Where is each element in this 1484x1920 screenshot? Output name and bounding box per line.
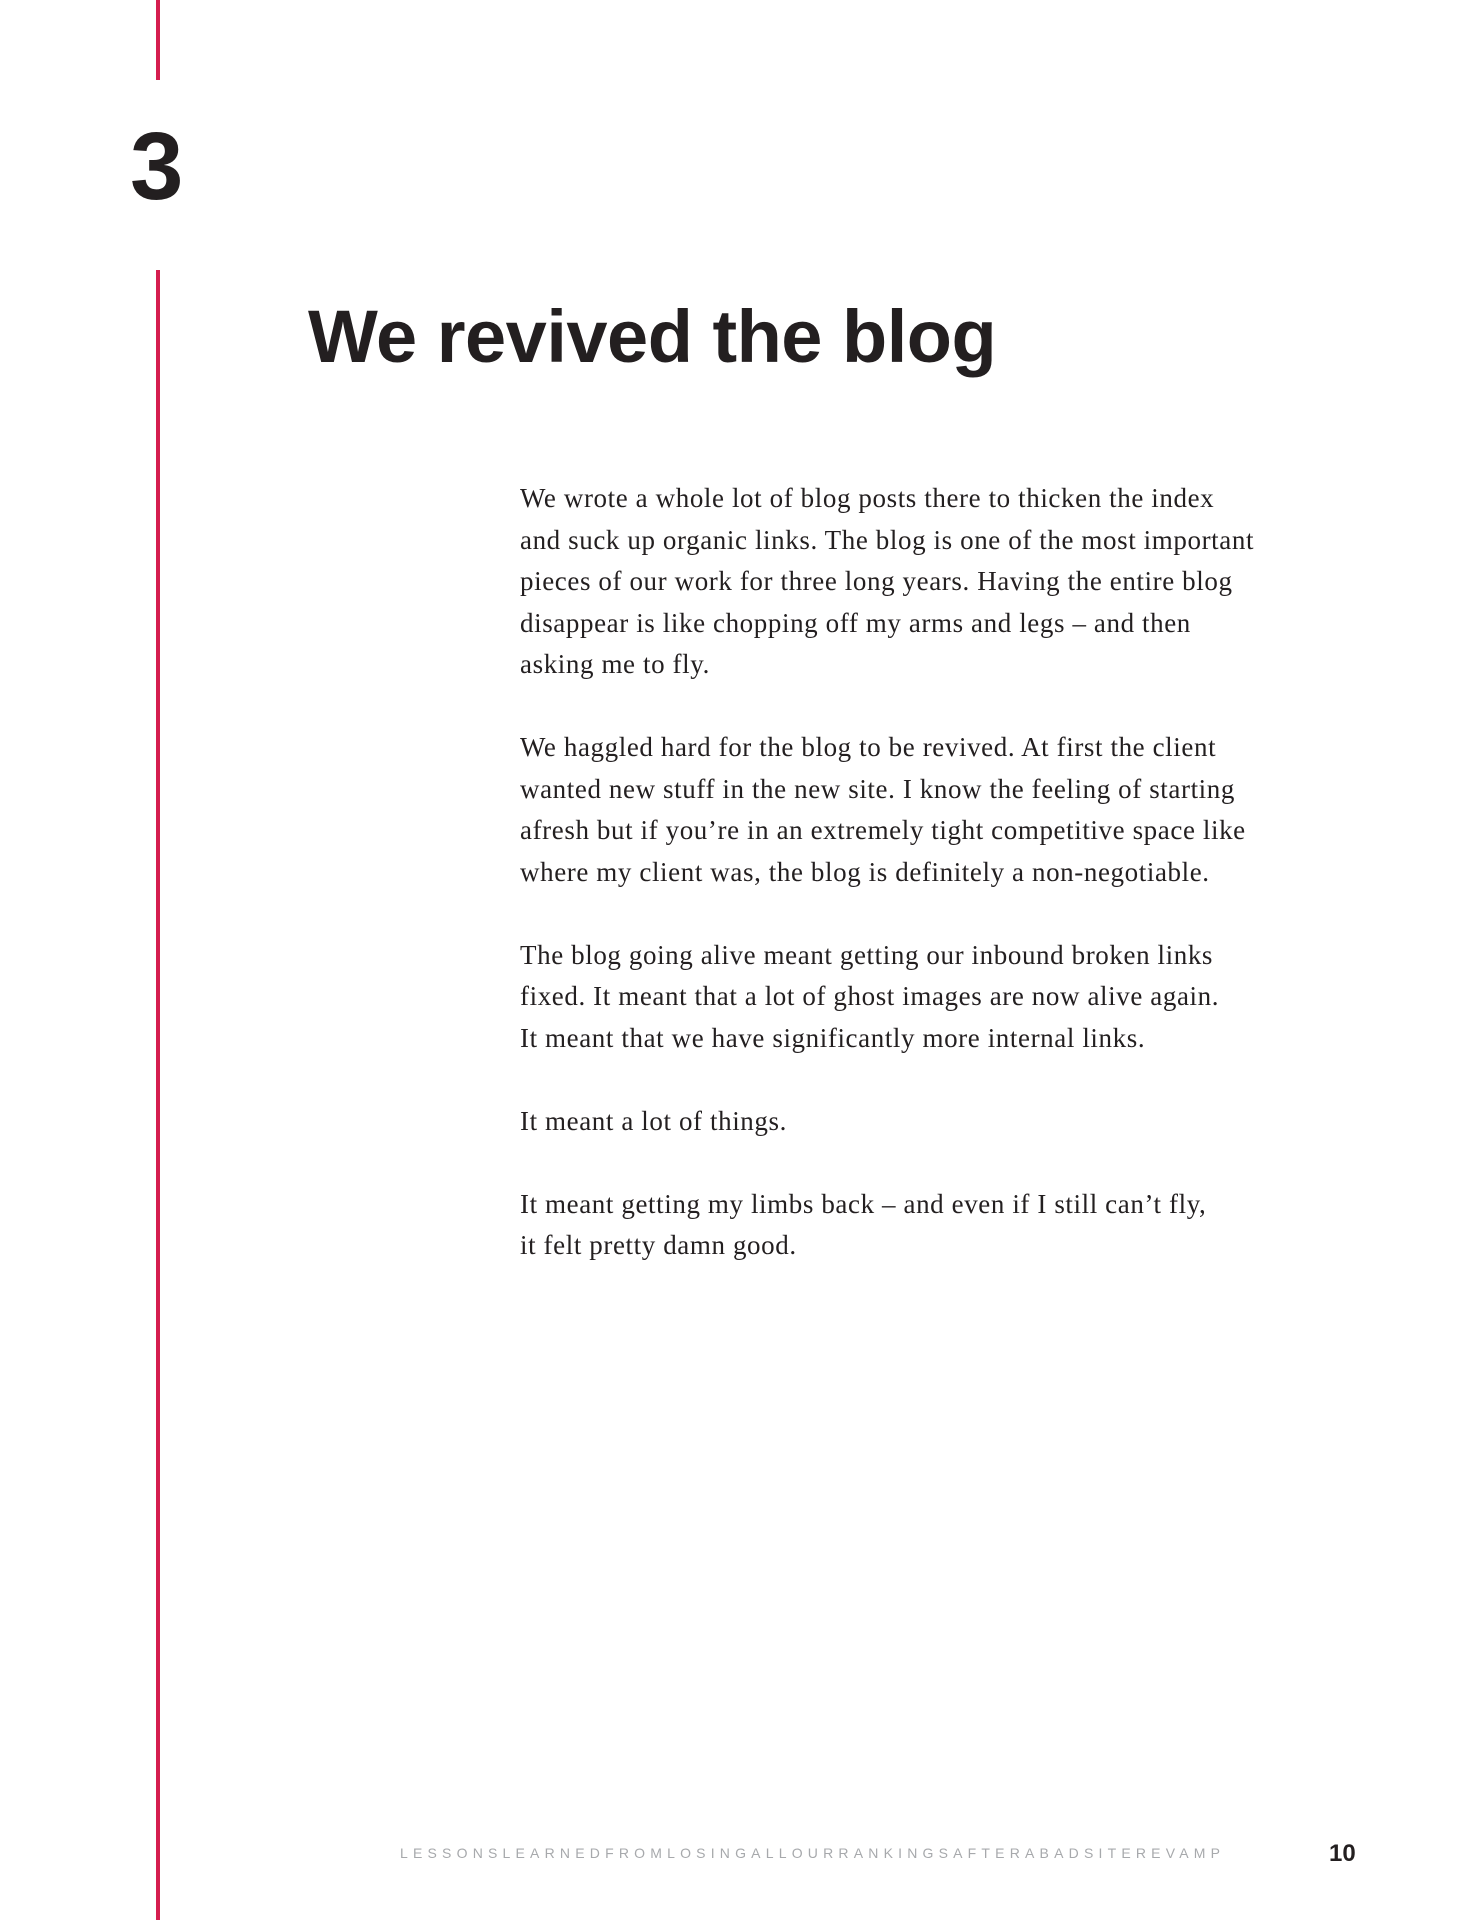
text-line: It meant a lot of things. xyxy=(520,1105,787,1136)
text-line: It meant getting my limbs back – and even if I still can’t fly, xyxy=(520,1188,1207,1219)
paragraph-4 xyxy=(520,1101,1360,1143)
text-line: It meant that we have significantly more internal links. xyxy=(520,1022,1146,1053)
paragraph-3 xyxy=(520,935,1360,1060)
paragraph-5 xyxy=(520,1184,1360,1267)
page-number: 10 xyxy=(1329,1840,1356,1867)
text-line: We haggled hard for the blog to be revived. At first the client xyxy=(520,732,1217,762)
text-line: pieces of our work for three long years. Having the entire blog xyxy=(520,566,1233,596)
paragraph-1 xyxy=(520,478,1360,686)
text-line: where my client was, the blog is definitely a non-negotiable. xyxy=(520,856,1210,887)
text-line: We wrote a whole lot of blog posts there to thicken the index xyxy=(520,483,1215,513)
text-line: wanted new stuff in the new site. I know the feeling of starting xyxy=(520,773,1235,804)
text-line: The blog going alive meant getting our inbound broken links xyxy=(520,939,1214,970)
text-line: it felt pretty damn good. xyxy=(520,1230,797,1260)
paragraph-2 xyxy=(520,727,1360,893)
running-footer-title: LESSONSLEARNEDFROMLOSINGALLOURRANKINGSAFTERABADSITEREVAMP xyxy=(400,1845,1226,1861)
accent-rule-top xyxy=(156,0,160,80)
chapter-title: We revived the blog xyxy=(308,295,997,378)
text-line: fixed. It meant that a lot of ghost images are now alive again. xyxy=(520,981,1220,1011)
text-line: and suck up organic links. The blog is one of the most important xyxy=(520,524,1255,555)
text-line: afresh but if you’re in an extremely tight competitive space like xyxy=(520,815,1246,845)
text-line: asking me to fly. xyxy=(520,649,710,679)
text-line: disappear is like chopping off my arms and legs – and then xyxy=(520,607,1191,638)
chapter-number: 3 xyxy=(130,113,184,220)
body-copy xyxy=(520,478,1360,1308)
accent-rule-bottom xyxy=(156,270,160,1920)
